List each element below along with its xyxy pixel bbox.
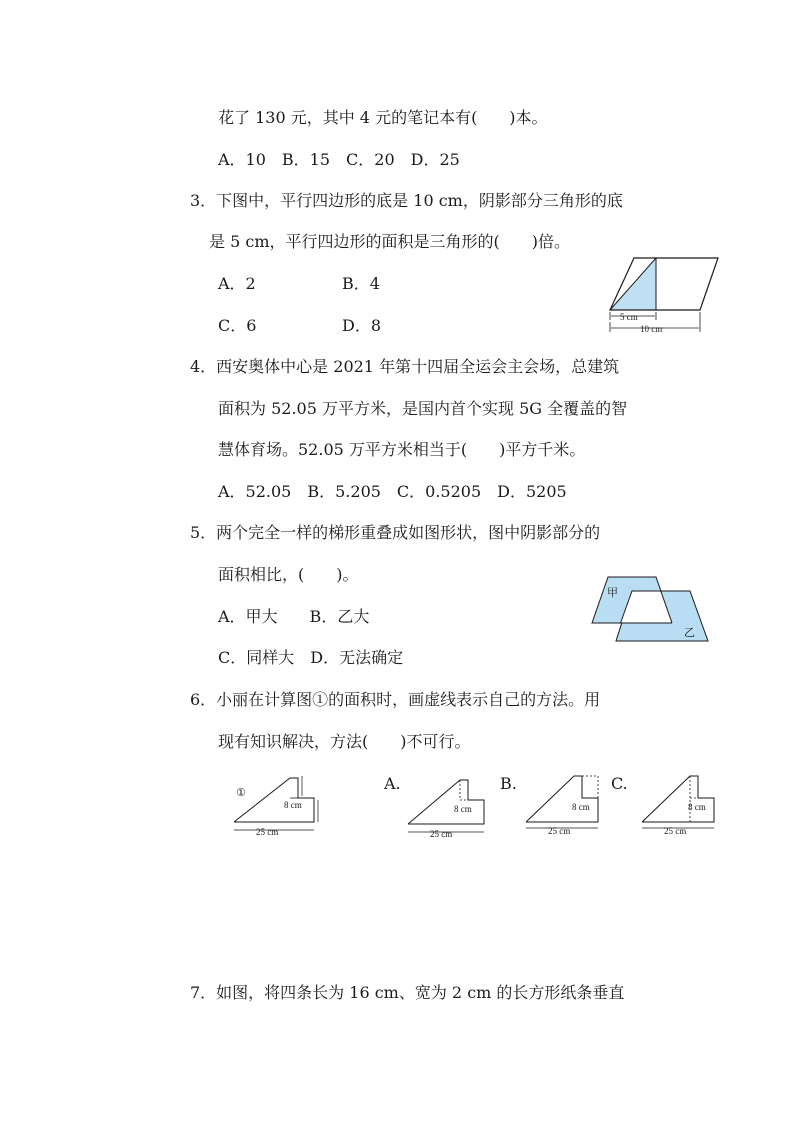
q3-option-d: D．8 [342, 316, 382, 335]
q4-stem-line2: 面积为 52.05 万平方米，是国内首个实现 5G 全覆盖的智 [218, 399, 628, 418]
q6-figure-a [404, 774, 498, 842]
q3-option-a: A．2 [218, 274, 256, 293]
q3-stem-line1: 3．下图中，平行四边形的底是 10 cm，阴影部分三角形的底 [190, 191, 623, 210]
svg-text:25 cm: 25 cm [548, 826, 571, 836]
svg-text:8 cm: 8 cm [454, 804, 472, 814]
label-10cm: 10 cm [640, 324, 663, 334]
q4-stem-line1: 4．西安奥体中心是 2021 年第十四届全运会主会场，总建筑 [190, 357, 620, 376]
q2-options: A．10 B．15 C．20 D．25 [218, 150, 460, 169]
q6-option-c-label: C. [611, 774, 628, 793]
q4-stem-line3: 慧体育场。52.05 万平方米相当于( )平方千米。 [218, 440, 586, 459]
svg-text:25 cm: 25 cm [256, 827, 279, 837]
svg-text:25 cm: 25 cm [664, 826, 687, 836]
label-jia: 甲 [607, 586, 618, 599]
label-5cm: 5 cm [620, 312, 638, 322]
q3-option-c: C．6 [218, 316, 257, 335]
q4-options: A．52.05 B．5.205 C．0.5205 D．5205 [218, 482, 567, 501]
svg-text:25 cm: 25 cm [430, 829, 453, 839]
label-yi: 乙 [684, 626, 695, 639]
q6-stem-line1: 6．小丽在计算图①的面积时，画虚线表示自己的方法。用 [190, 690, 601, 709]
svg-text:8 cm: 8 cm [284, 800, 302, 810]
q3-option-b: B．4 [342, 274, 380, 293]
q3-parallelogram-figure [606, 252, 724, 338]
q6-option-b-label: B. [500, 774, 517, 793]
q3-stem-line2: 是 5 cm，平行四边形的面积是三角形的( )倍。 [209, 232, 570, 251]
q2-stem-continuation: 花了 130 元，其中 4 元的笔记本有( )本。 [218, 108, 548, 127]
q5-options-ab: A．甲大 B．乙大 [218, 607, 370, 626]
q5-stem-line1: 5．两个完全一样的梯形重叠成如图形状，图中阴影部分的 [190, 523, 601, 542]
q6-figure-c [638, 772, 728, 836]
q7-stem-line1: 7．如图，将四条长为 16 cm、宽为 2 cm 的长方形纸条垂直 [190, 983, 625, 1002]
q5-trapezoid-figure [588, 573, 710, 647]
q5-options-cd: C．同样大 D．无法确定 [218, 648, 404, 667]
figure-1-label: ① [236, 786, 246, 799]
q6-stem-line2: 现有知识解决，方法( )不可行。 [218, 732, 471, 751]
svg-text:8 cm: 8 cm [688, 802, 706, 812]
q6-option-a-label: A. [384, 774, 401, 793]
q6-figure-original [230, 772, 330, 842]
q6-figure-b [522, 772, 612, 836]
q5-stem-line2: 面积相比，( )。 [218, 565, 359, 584]
svg-text:8 cm: 8 cm [572, 802, 590, 812]
